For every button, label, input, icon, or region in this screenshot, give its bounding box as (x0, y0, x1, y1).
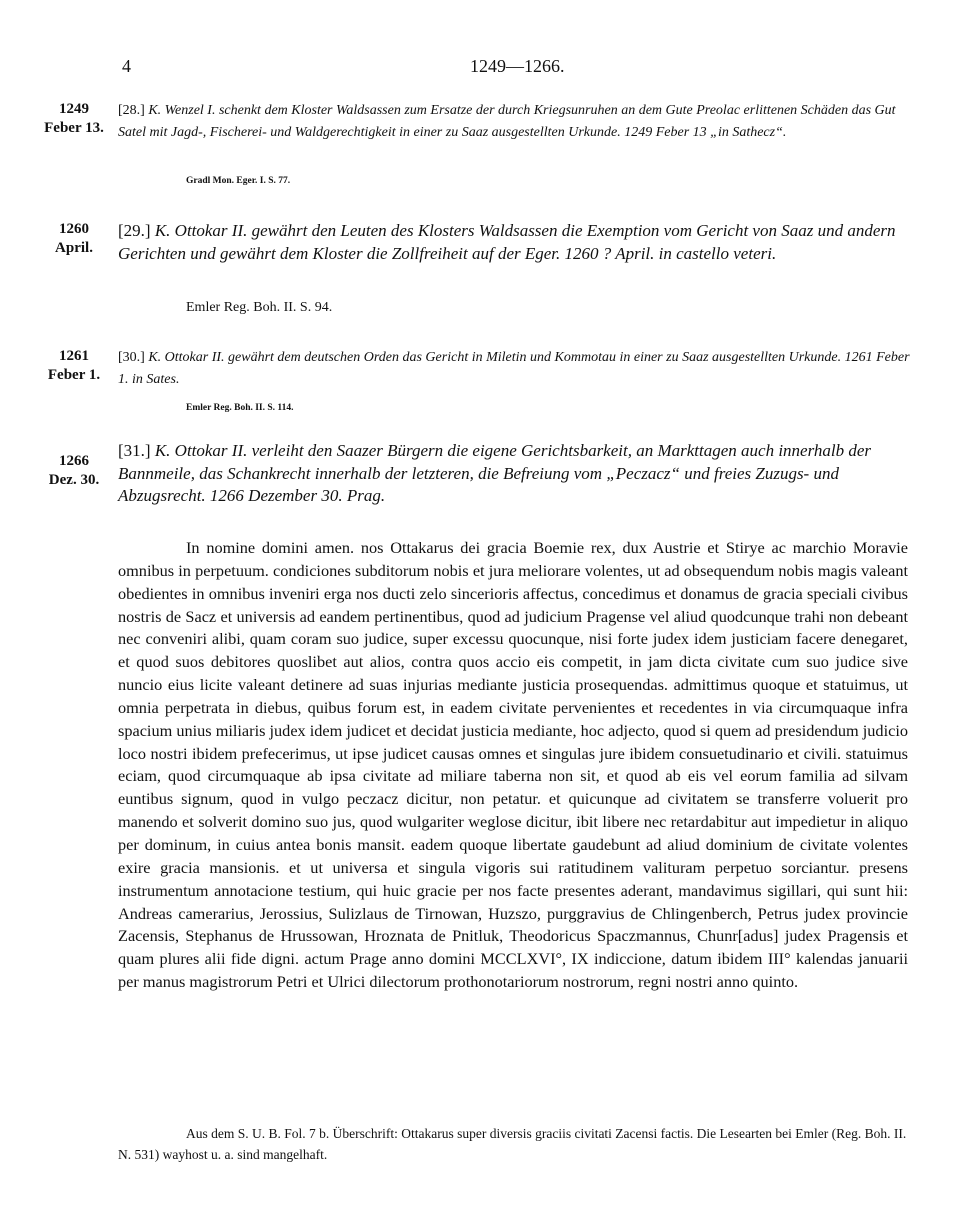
regest-body: K. Wenzel I. schenkt dem Kloster Waldsassen zum Ersatze der durch Kriegsunruhen an dem Gute Preolac erlittenen Schäden das Gut Satel mit Jagd-, Fischerei- und Waldgerechtigkeit in einer zu Saaz ausgestellten Urkunde. 1249 Feber 13 „in Sathecz“. (118, 103, 896, 140)
page-header (0, 56, 960, 80)
footnote: Aus dem S. U. B. Fol. 7 b. Überschrift: Ottakarus super diversis graciis civitati Zacensi factis. Die Lesearten bei Emler (Reg. Boh. II. N. 531) wayhost u. a. sind mangelhaft. (118, 1126, 907, 1162)
regest-text (118, 220, 916, 265)
source-citation: Emler Reg. Boh. II. S. 94. (186, 300, 333, 315)
date-day: Feber 13. (44, 120, 104, 136)
date-year: 1266 (59, 453, 89, 469)
entry-date (40, 347, 108, 385)
entry-number: [29.] (118, 221, 151, 240)
date-day: April. (55, 240, 93, 256)
entry-number: [31.] (118, 441, 151, 460)
regest-text (118, 440, 916, 508)
regest-text (118, 100, 916, 144)
entry-number: [30.] (118, 350, 145, 365)
regest-body: K. Ottokar II. gewährt dem deutschen Orden das Gericht in Miletin und Kommotau in einer zu Saaz ausgestellten Urkunde. 1261 Feber 1. in Sates. (118, 350, 910, 387)
date-year: 1260 (59, 221, 89, 237)
source-citation: Emler Reg. Boh. II. S. 114. (186, 403, 294, 413)
date-day: Dez. 30. (48, 472, 100, 488)
date-year: 1261 (59, 348, 89, 364)
page-year-range: 1249—1266. (470, 56, 565, 76)
date-year: 1249 (59, 101, 89, 117)
entry-date (40, 452, 108, 490)
date-day: Feber 1. (47, 367, 101, 383)
source-citation: Gradl Mon. Eger. I. S. 77. (186, 176, 291, 186)
page-number: 4 (122, 56, 131, 76)
charter-text (118, 537, 908, 994)
charter-paragraph: In nomine domini amen. nos Ottakarus dei gracia Boemie rex, dux Austrie et Stirye ac marchio Moravie omnibus in perpetuum. condiciones subditorum nobis et jura meliorare volentes, ut ad obsequendum nobis magis valeant obedientes in omnibus inveniri erga nos ducti zelo sincerioris affectus, concedimus et donamus de gracia speciali civibus nostris de Sacz et universis ad eandem pertinentibus, quod ad judicium Pragense vel aliud quodcunque trahi non debeant nec conveniri alibi, quam coram suo judice, super excessu quocunque, nisi forte judex idem justiciam facere denegaret, et quod suos debitores quoslibet aut alios, contra quos accio eis competit, in jam dicta civitate cum suo judice sive nuncio eius licite valeant detinere ad suas injurias mediante justicia prosequendas. admittimus quoque et statuimus, ut omnia perpetrata in diebus, quibus forum est, in eadem civitate pervenientes et recedentes in via circumquaque infra spacium unius miliaris judex idem judicet et decidat justicia mediante, hoc adjecto, quod si quem ad presidendum judicio loco nostri ibidem prefecerimus, ut ipse judicet causas omnes et singulas jure ibidem consuetudinario et civili. statuimus eciam, quod circumquaque ab ipsa civitate ad miliare taberna non sit, et quod ab eis vel eorum familia ad silvam euntibus signum, quod in vulgo peczacz dicitur, non petatur. et quicunque ad civitatem se transferre voluerit pro manendo et solverit domino suo jus, quod wulgariter weglose dicitur, ibit libere nec retardabitur aut impedietur in aliquo per dominum, in cuius antea bonis mansit. eadem quoque libertate gaudebunt ad aliud dominium de civitate volentes exire gracia mansionis. et ut universa et singula vigoris sui ratitudinem valituram perpetuo sorciantur. presens instrumentum annotacione testium, qui huic gracie per nos facte presentes aderant, mandavimus sigillari, qui sunt hii: Andreas camerarius, Jerossius, Sulizlaus de Tirnowan, Huzszo, purggravius de Chlingenberch, Petrus judex provincie Zacensis, Stephanus de Hrussowan, Hroznata de Pnitluk, Theodoricus Spaczmannus, Chunr[adus] judex Pragensis et quam plures alii fide digni. actum Prage anno domini MCCLXVI°, IX indiccione, datum ibidem III° kalendas januarii per manus magistrorum Petri et Ulrici dilectorum prothonotariorum nostrorum, regni nostri anno quinto. (118, 538, 908, 992)
regest-body: K. Ottokar II. verleiht den Saazer Bürgern die eigene Gerichtsbarkeit, an Markttagen auch innerhalb der Bannmeile, das Schankrecht innerhalb der letzteren, die Befreiung vom „Peczacz“ und freies Zuzugs- und Abzugsrecht. 1266 Dezember 30. Prag. (118, 441, 872, 505)
entry-date (40, 220, 108, 258)
regest-body: K. Ottokar II. gewährt den Leuten des Klosters Waldsassen die Exemption vom Gericht von Saaz und andern Gerichten und gewährt dem Kloster die Zollfreiheit auf der Eger. 1260 ? April. in castello veteri. (118, 221, 896, 263)
entry-number: [28.] (118, 103, 145, 118)
entry-date (40, 100, 108, 138)
regest-text (118, 347, 916, 391)
